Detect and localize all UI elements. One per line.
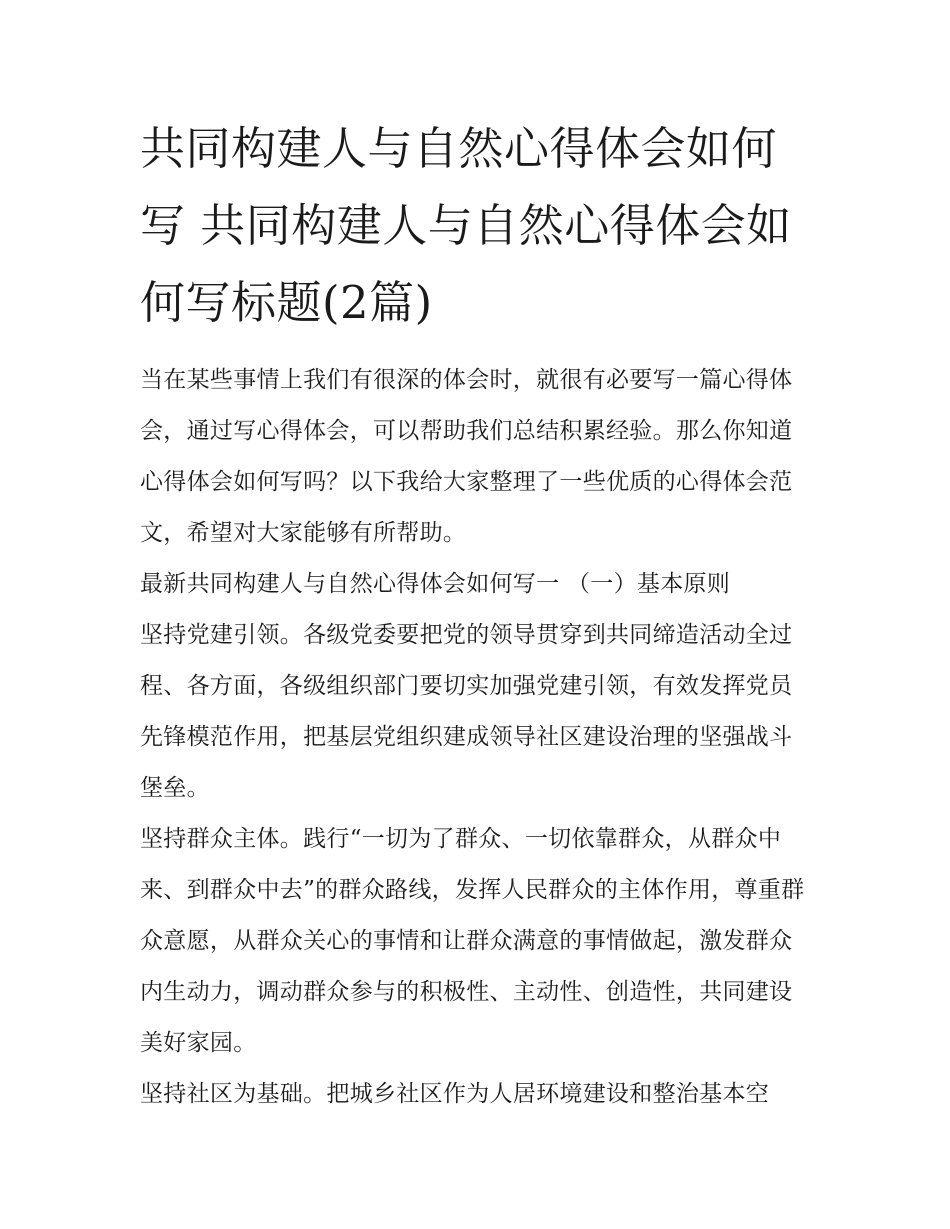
document-title: 共同构建人与自然心得体会如何写 共同构建人与自然心得体会如何写标题(2篇) [140, 122, 792, 329]
principle-community-paragraph: 坚持社区为基础。把城乡社区作为人居环境建设和整治基本空 [140, 1081, 770, 1107]
document-page [140, 110, 815, 1120]
intro-paragraph: 当在某些事情上我们有很深的体会时，就很有必要写一篇心得体会，通过写心得体会，可以帮助我们总结积累经验。那么你知道心得体会如何写吗？以下我给大家整理了一些优质的心得体会范文，希望对大家能够有所帮助。 [140, 367, 793, 546]
principle-party-paragraph: 坚持党建引领。各级党委要把党的领导贯穿到共同缔造活动全过程、各方面，各级组织部门要切实加强党建引领，有效发挥党员先锋模范作用，把基层党组织建成领导社区建设治理的坚强战斗堡垒。 [140, 622, 793, 801]
section-heading: 最新共同构建人与自然心得体会如何写一 （一）基本原则 [140, 571, 731, 597]
principle-masses-paragraph: 坚持群众主体。践行“一切为了群众、一切依靠群众，从群众中来、到群众中去”的群众路线，发挥人民群众的主体作用，尊重群众意愿，从群众关心的事情和让群众满意的事情做起，激发群众内生动力，调动群众参与的积极性、主动性、创造性，共同建设美好家园。 [140, 826, 805, 1056]
